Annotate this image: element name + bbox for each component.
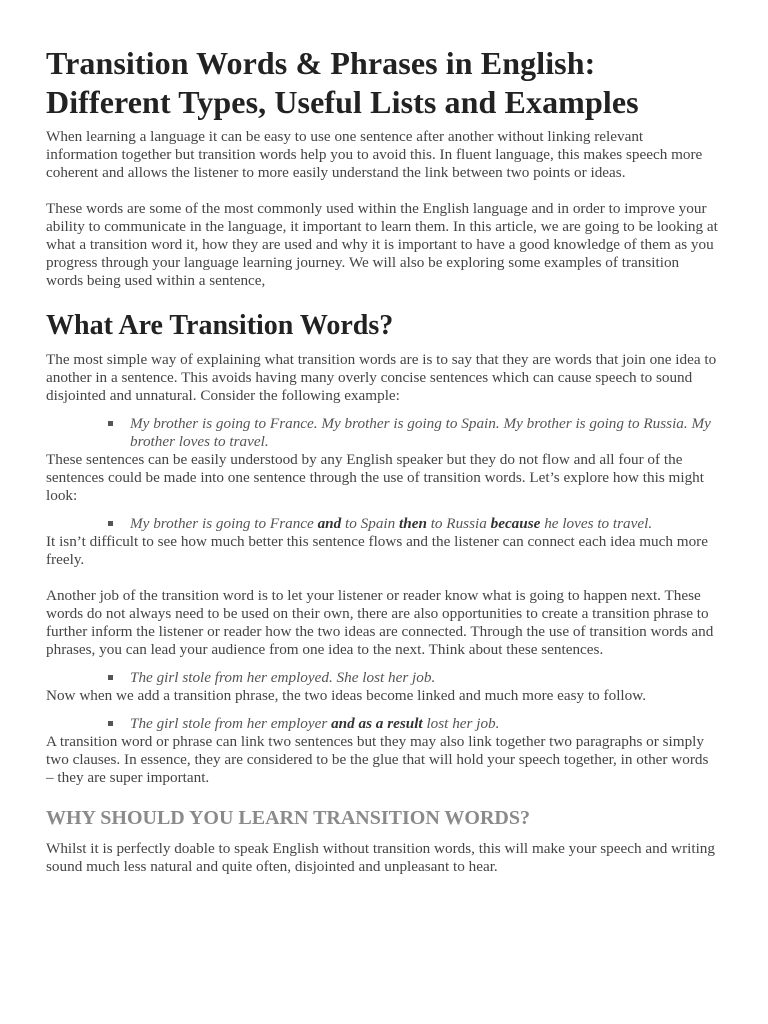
section2-paragraph-1: Whilst it is perfectly doable to speak English without transition words, this will make your speech and writing sound much less natural and quite often, disjointed and unpleasant to hear. <box>46 840 715 875</box>
example-text: to Russia <box>426 515 491 532</box>
paragraph-gap <box>46 569 718 587</box>
example-text: My brother is going to France <box>130 515 318 532</box>
example-bullet-1 <box>130 415 718 451</box>
section1-paragraph-3: It isn’t difficult to see how much better this sentence flows and the listener can connect each idea much more freely. <box>46 533 708 568</box>
transition-word: because <box>490 515 541 532</box>
intro-paragraph-2: These words are some of the most commonly used within the English language and in order to improve your ability to communicate in the language, it important to learn them. In this article, we are going to be looking at what a transition word it, how they are used and why it is important to have a good knowledge of them as you progress through your language learning journey. We will also be exploring some examples of transition words being used within a sentence, <box>46 200 718 289</box>
intro-paragraph-1: When learning a language it can be easy to use one sentence after another without linking relevant information together but transition words help you to avoid this. In fluent language, this makes speech more coherent and allows the listener to more easily understand the link between two points or ideas. <box>46 128 703 181</box>
example-bullet-4 <box>130 715 718 733</box>
example-text: My brother is going to France. My brother is going to Spain. My brother is going to Russia. My brother loves to travel. <box>130 415 711 450</box>
transition-phrase: and as a result <box>331 715 423 732</box>
bullet-marker <box>108 721 113 726</box>
section-heading-what-are-transition-words: What Are Transition Words? <box>46 310 394 341</box>
section-heading-why-learn: WHY SHOULD YOU LEARN TRANSITION WORDS? <box>46 807 530 829</box>
example-text: The girl stole from her employer <box>130 715 332 732</box>
section1-paragraph-6: A transition word or phrase can link two sentences but they may also link together two paragraphs or simply two clauses. In essence, they are considered to be the glue that will hold your speech together, in other words – they are super important. <box>46 733 709 786</box>
section1-paragraph-2: These sentences can be easily understood by any English speaker but they do not flow and all four of the sentences could be made into one sentence through the use of transition words. Let’s explore how this might look: <box>46 451 704 504</box>
bullet-marker <box>108 675 113 680</box>
example-bullet-2 <box>130 515 718 533</box>
section1-paragraph-5: Now when we add a transition phrase, the two ideas become linked and much more easy to follow. <box>46 687 647 704</box>
transition-word: and <box>317 515 342 532</box>
bullet-marker <box>108 521 113 526</box>
section1-paragraph-4: Another job of the transition word is to let your listener or reader know what is going to happen next. These words do not always need to be used on their own, there are also opportunities to create a transition phrase to further inform the listener or reader how the two ideas are connected. Through the use of transition words and phrases, you can lead your audience from one idea to the next. Think about these sentences. <box>46 587 714 658</box>
example-text: he loves to travel. <box>540 515 653 532</box>
bullet-marker <box>108 421 113 426</box>
example-text: lost her job. <box>422 715 500 732</box>
example-bullet-3 <box>130 669 718 687</box>
section1-paragraph-1: The most simple way of explaining what transition words are is to say that they are words that join one idea to another in a sentence. This avoids having many overly concise sentences which can cause speech to sound disjointed and unnatural. Consider the following example: <box>46 351 717 404</box>
page-title: Transition Words & Phrases in English: Different Types, Useful Lists and Examples <box>46 45 639 120</box>
example-text: to Spain <box>341 515 400 532</box>
transition-word: then <box>399 515 427 532</box>
paragraph-gap <box>46 182 718 200</box>
example-text: The girl stole from her employed. She lost her job. <box>130 669 436 686</box>
